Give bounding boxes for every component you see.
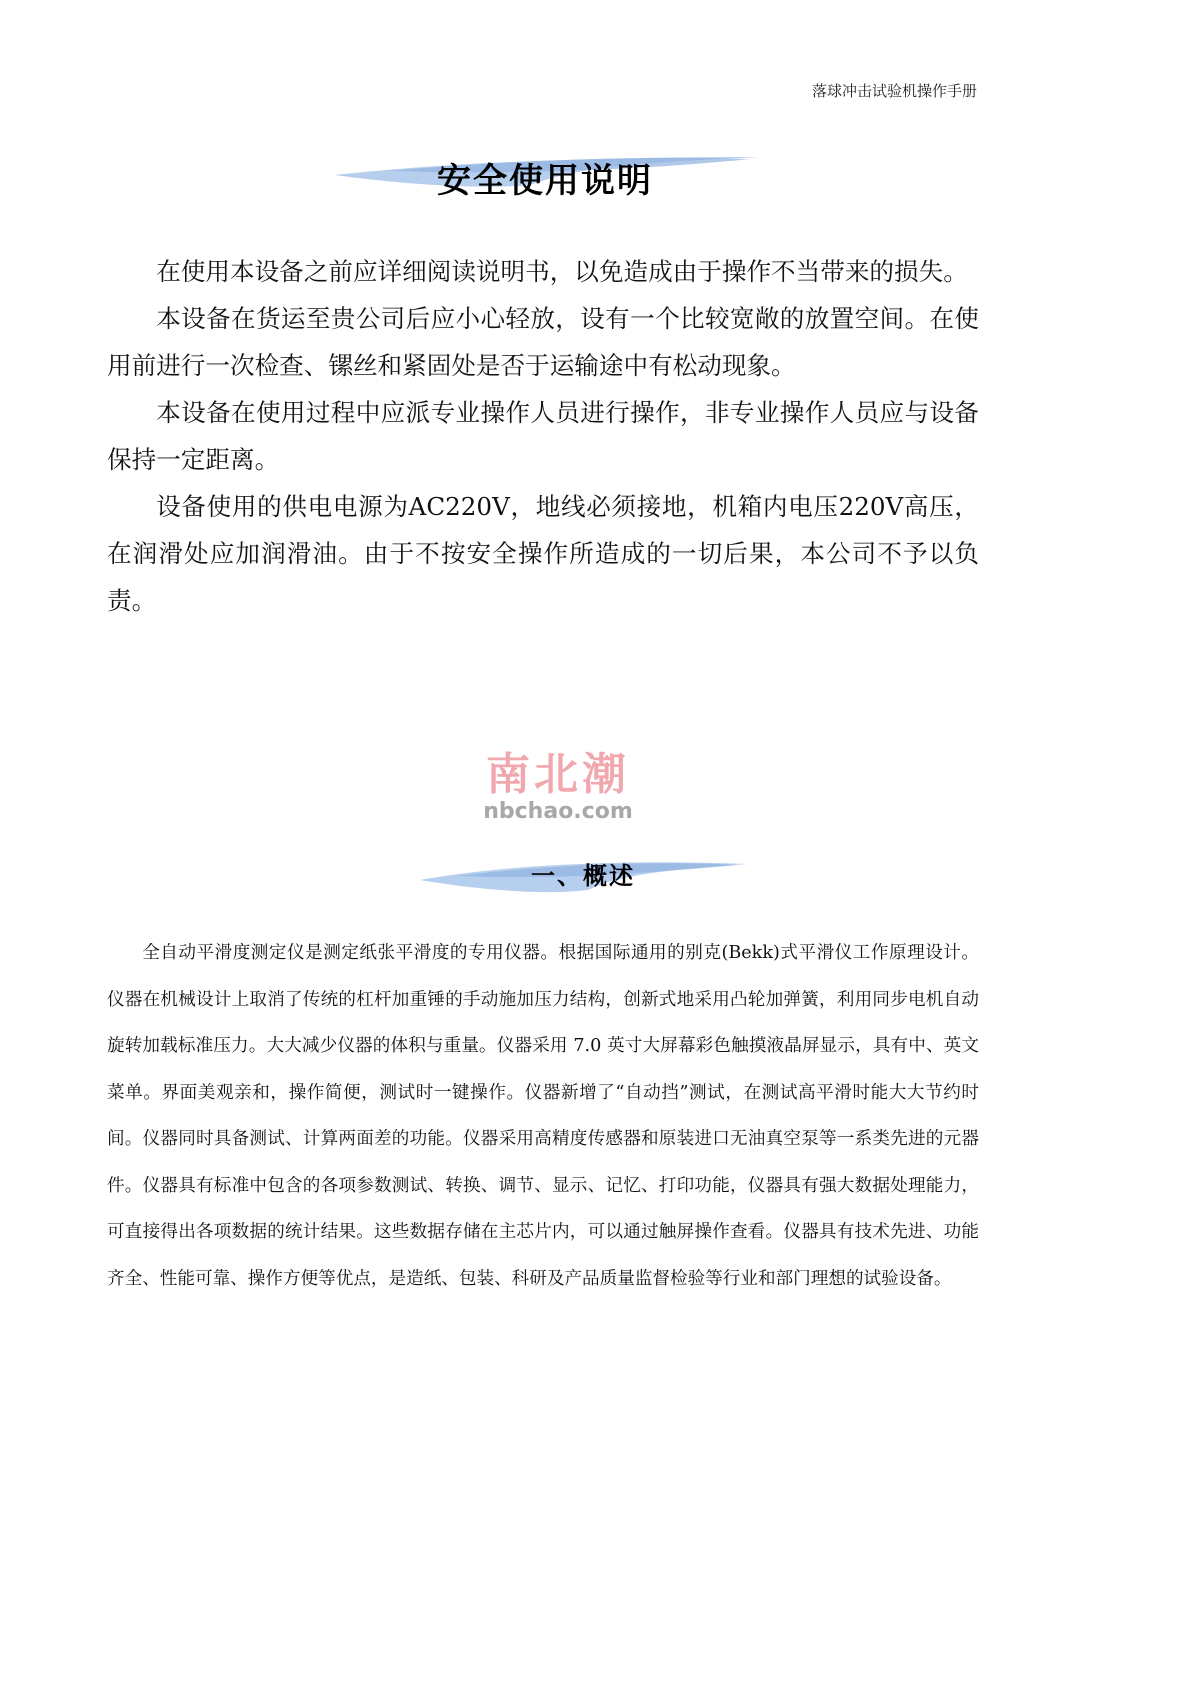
- safety-paragraph: 在使用本设备之前应详细阅读说明书，以免造成由于操作不当带来的损失。: [156, 257, 968, 286]
- watermark-cn: 南北潮: [486, 749, 630, 800]
- running-header: 落球冲击试验机操作手册: [811, 82, 977, 100]
- safety-title: 安全使用说明: [437, 161, 653, 201]
- overview-title: 一、概述: [531, 862, 635, 890]
- overview-title-banner: [418, 850, 748, 900]
- watermark-logo: [478, 750, 638, 824]
- safety-paragraph: 本设备在使用过程中应派专业操作人员进行操作，非专业操作人员应与设备保持一定距离。: [107, 398, 979, 474]
- safety-paragraph: 设备使用的供电电源为AC220V，地线必须接地，机箱内电压220V高压，在润滑处应加润滑油。由于不按安全操作所造成的一切后果，本公司不予以负责。: [107, 492, 979, 615]
- safety-title-banner: [330, 145, 760, 205]
- watermark-en: nbchao.com: [483, 799, 633, 824]
- safety-section: [107, 248, 979, 624]
- overview-section: [107, 930, 979, 1302]
- overview-paragraph: 全自动平滑度测定仪是测定纸张平滑度的专用仪器。根据国际通用的别克(Bekk)式平滑仪工作原理设计。 仪器在机械设计上取消了传统的杠杆加重锤的手动施加压力结构，创新式地采用凸轮加弹簧，利用同步电机自动旋转加载标准压力。大大减少仪器的体积与重量。仪器采用 7.0 英寸大屏幕彩色触摸液晶屏显示，具有中、英文菜单。界面美观亲和，操作简便，测试时一键操作。仪器新增了“自动挡”测试，在测试高平滑时能大大节约时间。仪器同时具备测试、计算两面差的功能。仪器采用高精度传感器和原装进口无油真空泵等一系类先进的元器件。仪器具有标准中包含的各项参数测试、转换、调节、显示、记忆、打印功能，仪器具有强大数据处理能力，可直接得出各项数据的统计结果。这些数据存储在主芯片内，可以通过触屏操作查看。仪器具有技术先进、功能齐全、性能可靠、操作方便等优点，是造纸、包装、科研及产品质量监督检验等行业和部门理想的试验设备。: [107, 943, 979, 1289]
- safety-paragraph: 本设备在货运至贵公司后应小心轻放，设有一个比较宽敞的放置空间。在使用前进行一次检查、镙丝和紧固处是否于运输途中有松动现象。: [107, 304, 979, 380]
